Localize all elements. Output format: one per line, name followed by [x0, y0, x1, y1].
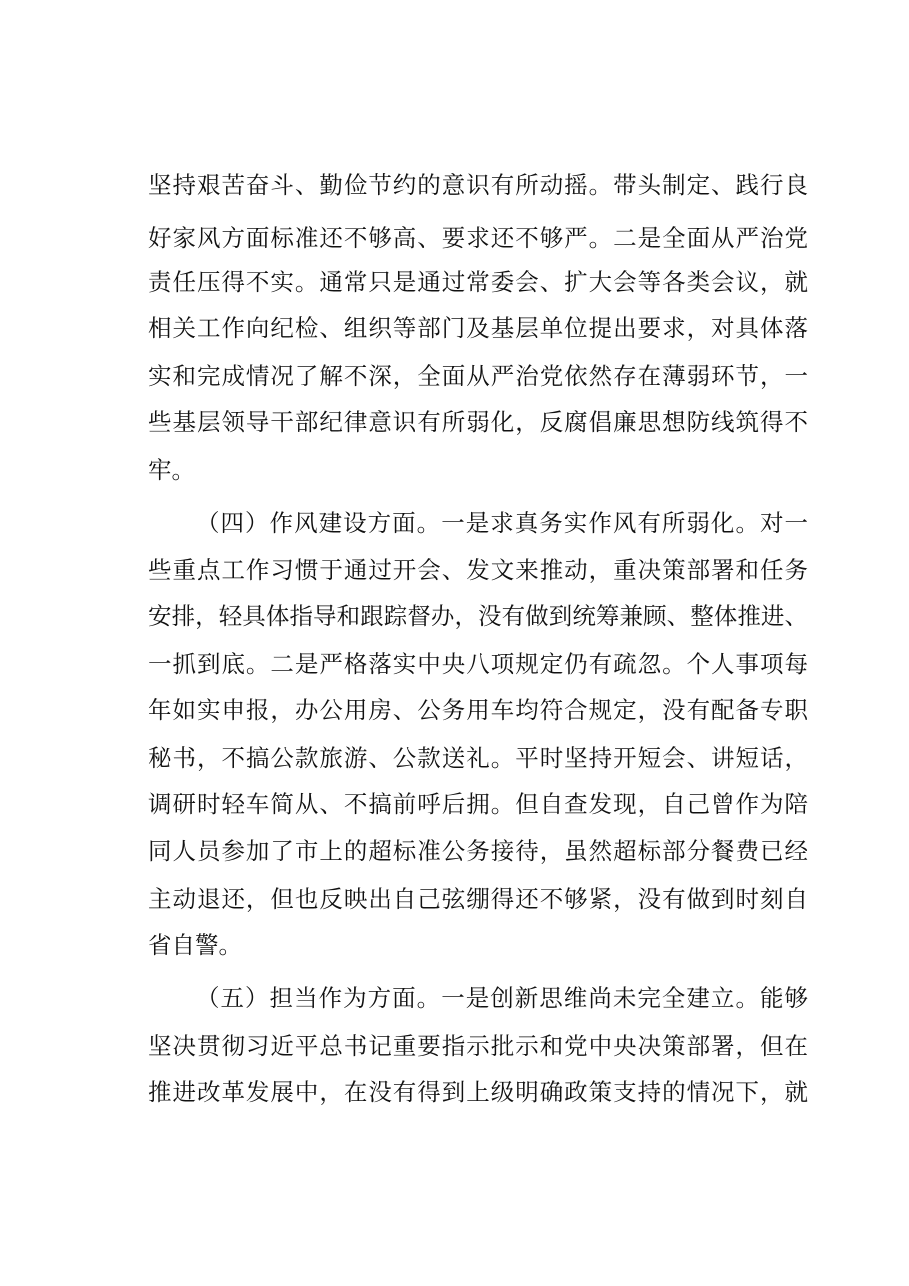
text-line: 相关工作向纪检、组织等部门及基层单位提出要求，对具体落 [148, 314, 808, 342]
text-line: 安排，轻具体指导和跟踪督办，没有做到统筹兼顾、整体推进、 [148, 602, 808, 630]
text-line: 牢。 [148, 456, 195, 484]
text-line: 好家风方面标准还不够高、要求还不够严。二是全面从严治党 [148, 224, 808, 252]
text-line: 年如实申报，办公用房、公务用车均符合规定，没有配备专职 [148, 696, 808, 724]
text-line: （四）作风建设方面。一是求真务实作风有所弱化。对一 [196, 509, 808, 537]
text-line: 推进改革发展中，在没有得到上级明确政策支持的情况下，就 [148, 1078, 808, 1106]
text-line: 秘书，不搞公款旅游、公款送礼。平时坚持开短会、讲短话， [148, 744, 808, 772]
text-line: 坚决贯彻习近平总书记重要指示批示和党中央决策部署，但在 [148, 1032, 808, 1060]
text-line: 责任压得不实。通常只是通过常委会、扩大会等各类会议，就 [148, 268, 808, 296]
text-line: 些重点工作习惯于通过开会、发文来推动，重决策部署和任务 [148, 556, 808, 584]
text-line: 省自警。 [148, 931, 242, 959]
text-line: 主动退还，但也反映出自己弦绷得还不够紧，没有做到时刻自 [148, 885, 808, 913]
text-line: 调研时轻车简从、不搞前呼后拥。但自查发现，自己曾作为陪 [148, 790, 808, 818]
text-line: 坚持艰苦奋斗、勤俭节约的意识有所动摇。带头制定、践行良 [148, 171, 808, 199]
text-line: （五）担当作为方面。一是创新思维尚未完全建立。能够 [196, 984, 808, 1012]
text-line: 一抓到底。二是严格落实中央八项规定仍有疏忽。个人事项每 [148, 650, 808, 678]
text-line: 些基层领导干部纪律意识有所弱化，反腐倡廉思想防线筑得不 [148, 408, 808, 436]
text-line: 实和完成情况了解不深，全面从严治党依然存在薄弱环节，一 [148, 362, 808, 390]
text-line: 同人员参加了市上的超标准公务接待，虽然超标部分餐费已经 [148, 837, 808, 865]
